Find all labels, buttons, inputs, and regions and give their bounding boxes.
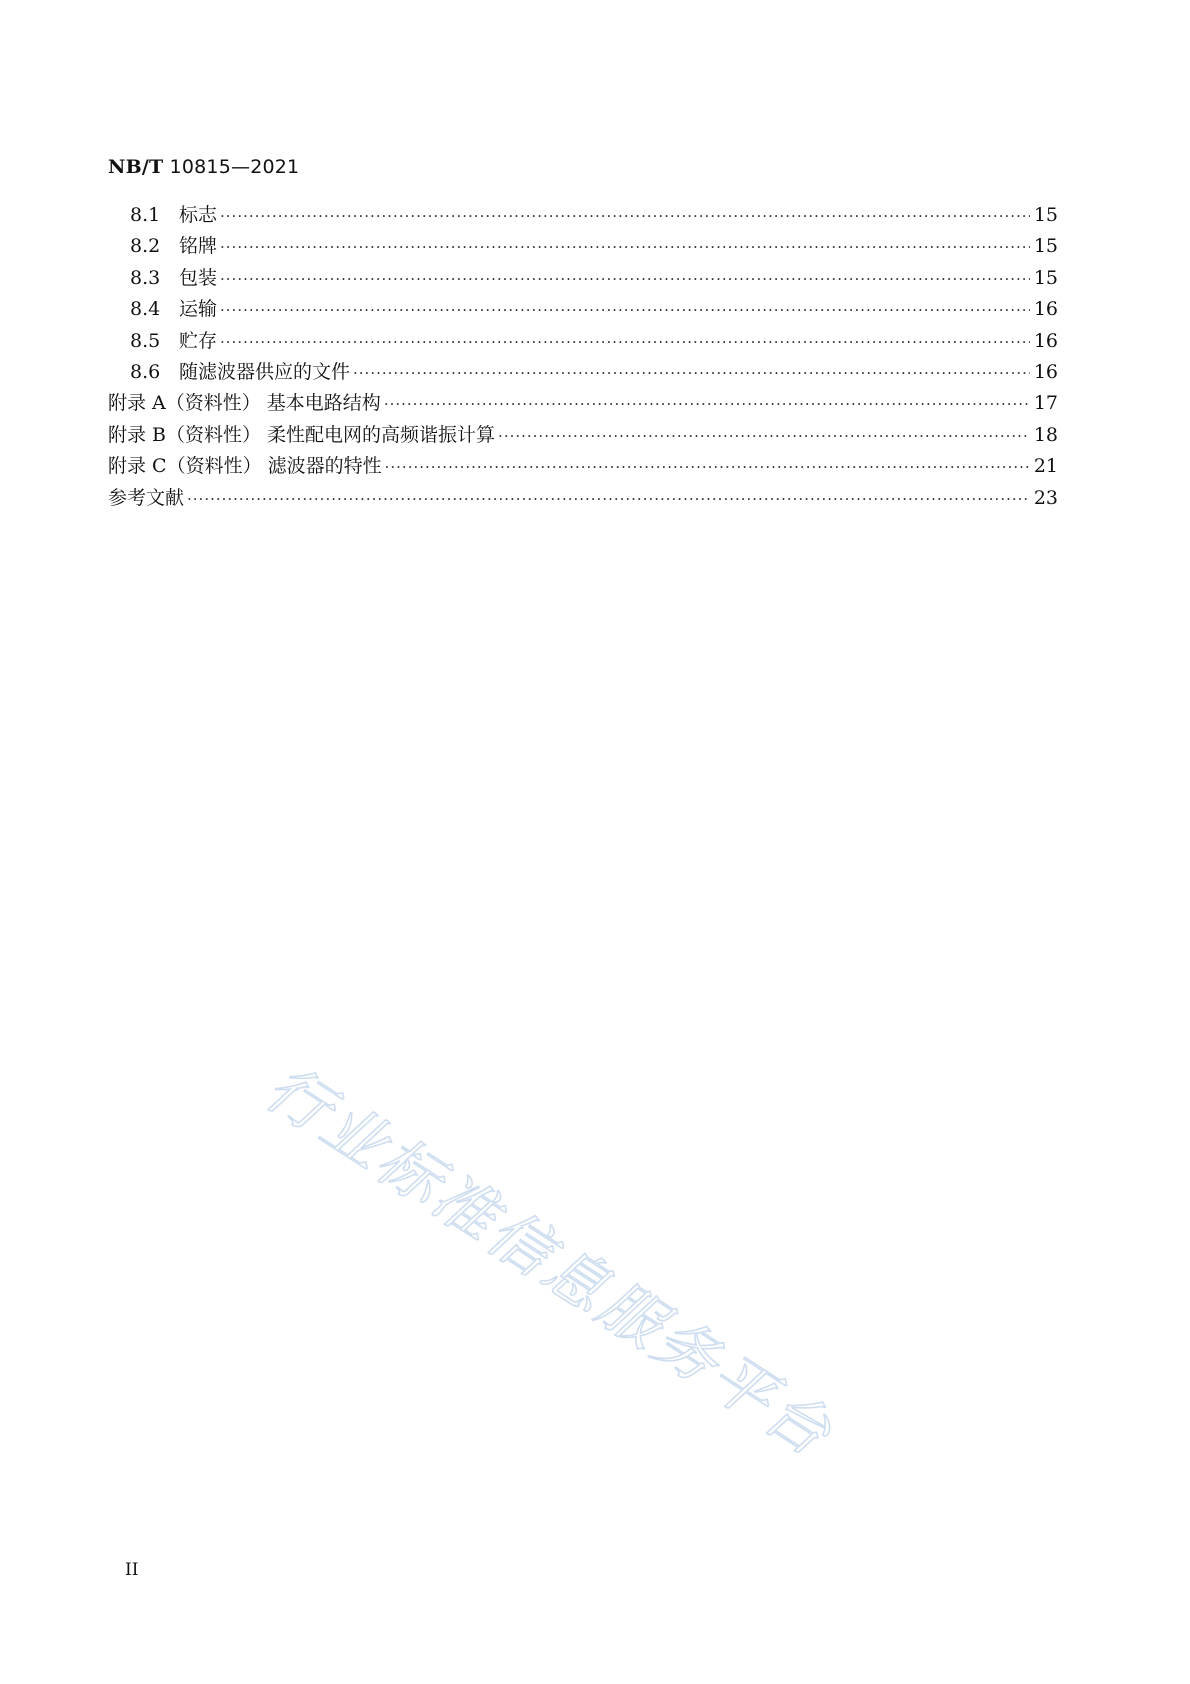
table-of-contents <box>108 200 1058 514</box>
dot-leader <box>187 484 1030 515</box>
toc-entry-title: 附录 C（资料性） 滤波器的特性 <box>108 455 382 478</box>
toc-entry-8-3[interactable] <box>108 263 1058 294</box>
toc-entry-title: 运输 <box>179 298 218 321</box>
toc-entry-appendix-c[interactable] <box>108 451 1058 482</box>
toc-entry-page: 16 <box>1033 360 1058 383</box>
toc-entry-page: 15 <box>1033 266 1058 289</box>
toc-entry-8-1[interactable] <box>108 200 1058 231</box>
standard-prefix: NB/T <box>108 156 164 178</box>
dot-leader <box>498 421 1030 452</box>
dot-leader <box>384 389 1030 420</box>
toc-entry-title: 贮存 <box>179 329 218 352</box>
watermark-text: 行业标准信息服务平台 <box>253 1050 847 1472</box>
toc-entry-title: 包装 <box>179 266 218 289</box>
toc-entry-page: 18 <box>1033 423 1058 446</box>
standard-number: 10815—2021 <box>163 156 300 178</box>
dot-leader <box>385 452 1030 483</box>
toc-entry-title: 标志 <box>179 204 218 226</box>
toc-entry-page: 16 <box>1033 329 1058 352</box>
toc-entry-title: 附录 B（资料性） 柔性配电网的高频谐振计算 <box>108 423 496 446</box>
toc-entry-number: 8.1 <box>130 204 161 226</box>
toc-entry-8-6[interactable] <box>108 357 1058 388</box>
toc-entry-references[interactable] <box>108 483 1058 514</box>
toc-entry-appendix-b[interactable] <box>108 420 1058 451</box>
toc-entry-appendix-a[interactable] <box>108 388 1058 419</box>
dot-leader <box>353 358 1030 389</box>
dot-leader <box>220 232 1030 263</box>
dot-leader <box>220 201 1030 232</box>
dot-leader <box>220 264 1030 295</box>
toc-entry-page: 23 <box>1033 486 1058 509</box>
toc-entry-title: 铭牌 <box>179 235 218 258</box>
toc-entry-page: 21 <box>1033 455 1058 478</box>
toc-entry-title: 随滤波器供应的文件 <box>179 360 351 383</box>
standard-code-header <box>108 156 299 178</box>
toc-entry-number: 8.6 <box>130 360 161 383</box>
toc-entry-8-5[interactable] <box>108 326 1058 357</box>
toc-entry-page: 16 <box>1033 298 1058 321</box>
toc-entry-number: 8.5 <box>130 329 161 352</box>
page-number: II <box>125 1560 139 1580</box>
dot-leader <box>220 295 1030 326</box>
toc-entry-title: 附录 A（资料性） 基本电路结构 <box>108 392 381 415</box>
toc-entry-page: 15 <box>1033 204 1058 226</box>
toc-entry-8-4[interactable] <box>108 294 1058 325</box>
dot-leader <box>220 327 1030 358</box>
toc-entry-number: 8.3 <box>130 266 161 289</box>
toc-entry-8-2[interactable] <box>108 231 1058 262</box>
toc-entry-page: 15 <box>1033 235 1058 258</box>
toc-entry-page: 17 <box>1033 392 1058 415</box>
toc-entry-number: 8.2 <box>130 235 161 258</box>
toc-entry-title: 参考文献 <box>108 486 185 509</box>
toc-entry-number: 8.4 <box>130 298 161 321</box>
